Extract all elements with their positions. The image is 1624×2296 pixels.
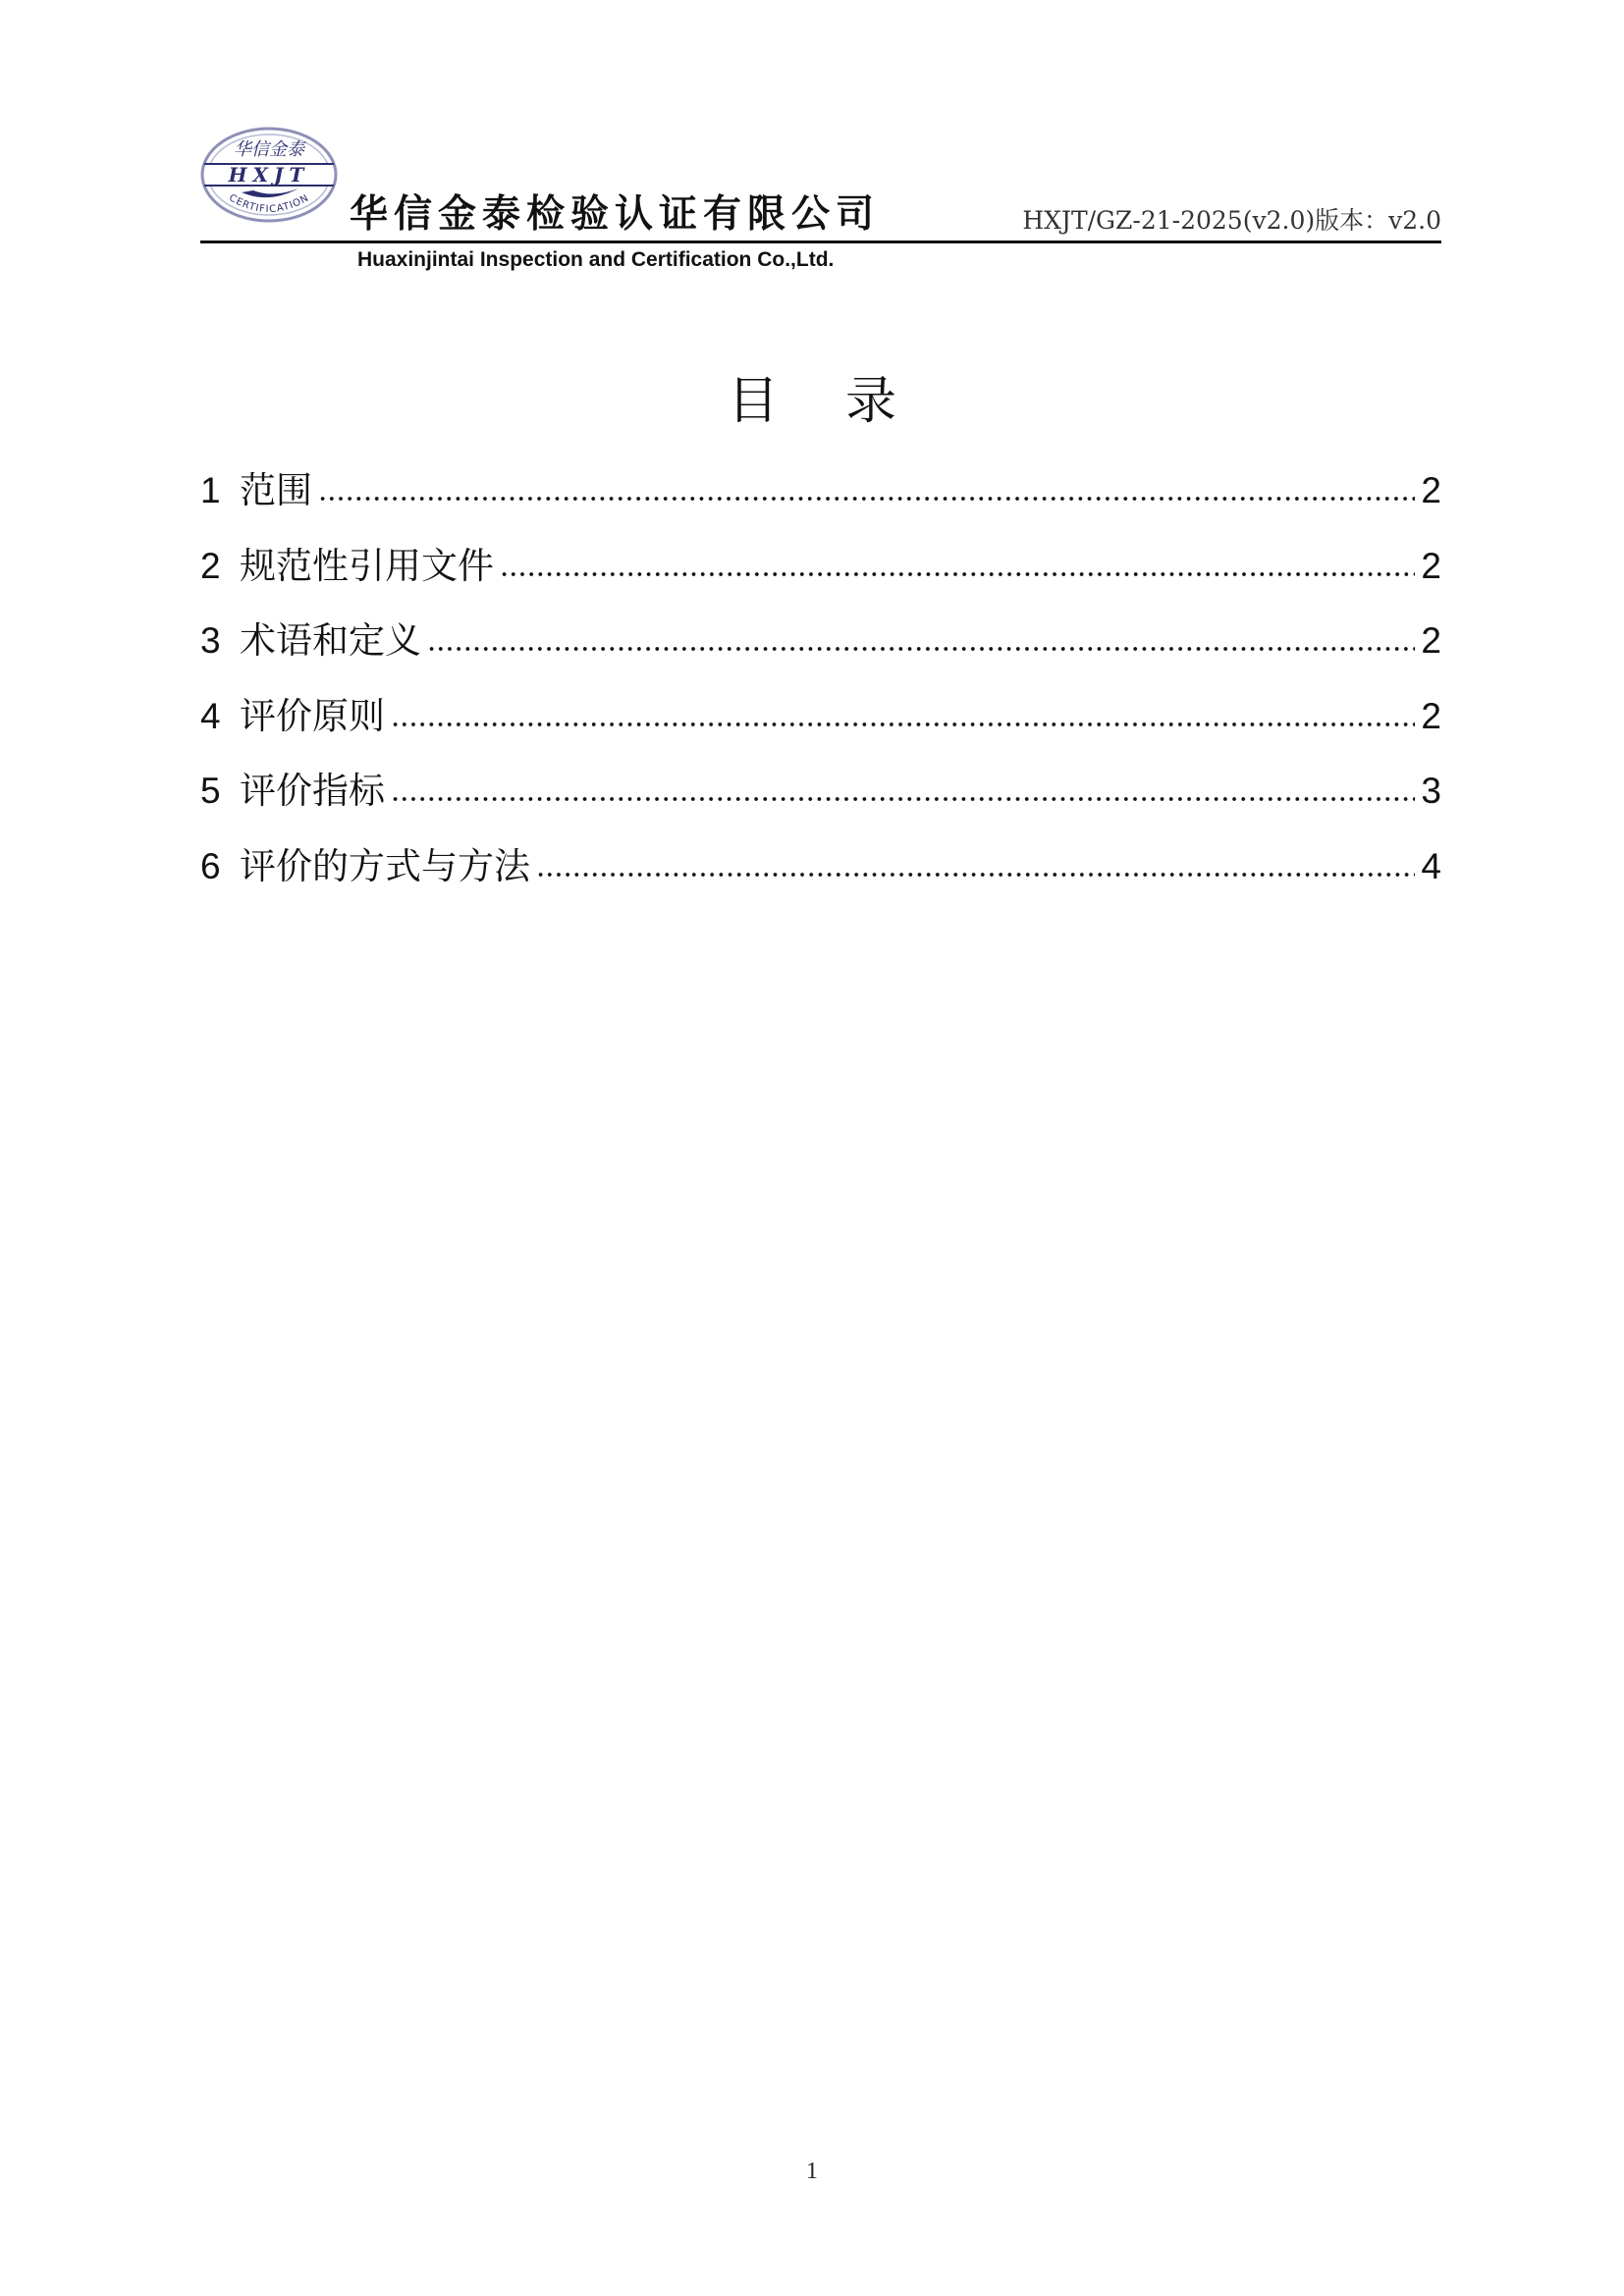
swoosh-icon	[242, 188, 298, 197]
logo-ribbon-text: CERTIFICATION	[227, 192, 311, 216]
toc-entry-scope[interactable]	[200, 461, 1441, 537]
toc-entry-evaluation-methods[interactable]	[200, 837, 1441, 913]
document-code: HXJT/GZ-21-2025(v2.0)版本：v2.0	[1022, 206, 1441, 235]
company-logo	[200, 126, 338, 224]
toc-entry-terms-definitions[interactable]	[200, 612, 1441, 687]
toc-entry-page: 2	[1421, 470, 1441, 510]
toc-entry-number: 3	[200, 620, 221, 662]
company-name-cn: 华信金泰检验认证有限公司	[350, 192, 881, 237]
toc-entry-page: 2	[1421, 545, 1441, 586]
toc-entry-evaluation-indicators[interactable]	[200, 762, 1441, 837]
toc-entry-label: 范围	[240, 469, 312, 511]
toc-entry-number: 6	[200, 845, 221, 886]
logo-initials: HXJT	[228, 163, 310, 187]
header-divider	[200, 240, 1441, 243]
toc-dot-leader	[536, 871, 1415, 879]
toc-entry-label: 评价的方式与方法	[240, 844, 530, 887]
logo-emblem-text: 华信金泰	[234, 139, 304, 160]
toc-entry-page: 4	[1421, 845, 1441, 886]
toc-dot-leader	[318, 495, 1415, 503]
toc-dot-leader	[500, 570, 1415, 578]
toc-entry-label: 规范性引用文件	[240, 544, 494, 587]
toc-title: 目录	[727, 372, 963, 431]
toc-entry-number: 1	[200, 470, 221, 510]
toc-entry-number: 4	[200, 695, 221, 736]
toc-entry-label: 评价指标	[240, 770, 385, 813]
toc-entry-page: 2	[1421, 695, 1441, 736]
toc-entry-number: 2	[200, 545, 221, 586]
toc-entry-normative-references[interactable]	[200, 537, 1441, 613]
toc-entry-label: 术语和定义	[240, 619, 421, 663]
toc-entry-label: 评价原则	[240, 694, 385, 737]
toc-entry-evaluation-principles[interactable]	[200, 687, 1441, 763]
page-number: 1	[806, 2159, 818, 2184]
hxjt-emblem-icon	[200, 126, 338, 224]
toc-entry-number: 5	[200, 771, 221, 812]
toc-entry-page: 3	[1421, 771, 1441, 812]
toc-dot-leader	[391, 795, 1415, 803]
toc-list	[200, 461, 1441, 913]
toc-dot-leader	[427, 645, 1415, 653]
toc-dot-leader	[391, 721, 1415, 728]
company-name-en: Huaxinjintai Inspection and Certification Co.,Ltd.	[357, 248, 835, 271]
toc-entry-page: 2	[1421, 620, 1441, 662]
